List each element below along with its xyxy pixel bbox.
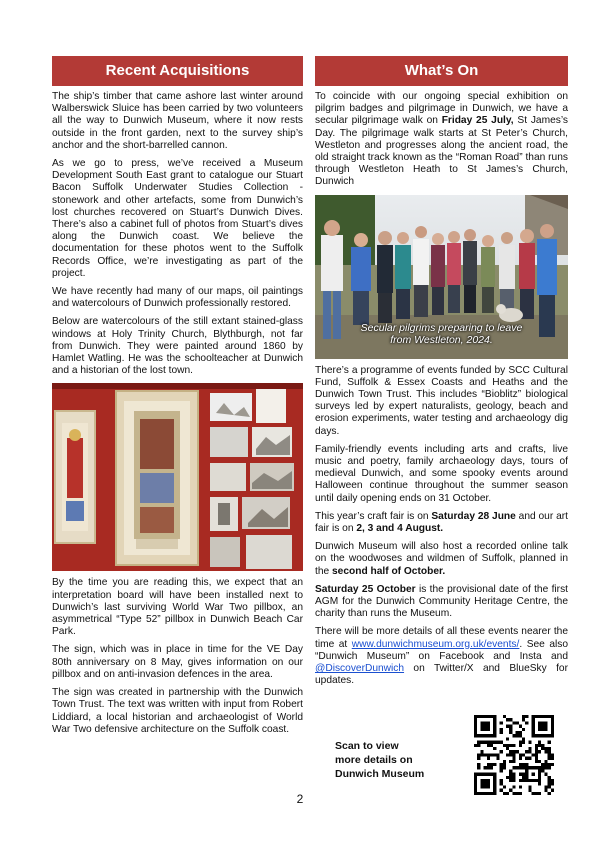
recent-acquisitions-column <box>52 56 303 742</box>
paragraph-funded-programme: There’s a programme of events funded by SCC Cultural Fund, Suffolk & Essex Coasts and Heaths and the Dunwich Town Trust. This includes “Bioblitz” biological surveys led by expert naturalists, geology, beach and erosion experiments, water testing and archaeology dig days. <box>315 364 568 437</box>
paragraph-restoration: We have recently had many of our maps, oil paintings and watercolours of Dunwich professionally restored. <box>52 286 303 310</box>
qr-code[interactable] <box>474 715 554 800</box>
paragraph-ve-day-sign: The sign, which was in place in time for the VE Day 80th anniversary on 8 May, gives information on our pillbox and on anti-invasion defences in the area. <box>52 644 303 680</box>
paragraph-online-talk: Dunwich Museum will also host a recorded online talk on the woodwoses and wildmen of Suffolk, planned in the second half of October. <box>315 541 568 577</box>
whats-on-column <box>315 56 568 694</box>
paragraph-watercolours: Below are watercolours of the still extant stained-glass windows at Holy Trinity Church, Blythburgh, not far from Dunwich. They were painted around 1860 by Hamlet Watling. He was the schoolteacher at Dunwich and a historian of the lost town. <box>52 316 303 377</box>
pilgrims-photo-caption: Secular pilgrims preparing to leave from Westleton, 2024. <box>360 321 523 346</box>
paragraph-ship-timber: The ship’s timber that came ashore last winter around Walberswick Sluice has been carried by two volunteers all the way to Dunwich Museum, where it now rests outside in the front garden, next to the survey ship’s anchor and the short-barrelled cannon. <box>52 91 303 151</box>
paragraph-pillbox: By the time you are reading this, we expect that an interpretation board will have been installed next to Dunwich’s last surviving World War Two pillbox, an asymmetrical “Type 52” pillbox in Dunwich Beach Car Park. <box>52 577 303 638</box>
recent-acquisitions-heading: Recent Acquisitions <box>52 56 303 86</box>
paragraph-fairs: This year’s craft fair is on Saturday 28 June and our art fair is on 2, 3 and 4 August. <box>315 510 568 535</box>
paragraph-family-events: Family-friendly events including arts and crafts, live music and poetry, family archaeology days, tours of medieval Dunwich, and some spooky events around Halloween continue throughout the summer season until daily opening ends on 31 October. <box>315 443 568 504</box>
pilgrims-photo <box>315 195 568 359</box>
walk-date: Friday 25 July, <box>441 115 514 127</box>
discover-dunwich-handle-link[interactable]: @DiscoverDunwich <box>315 663 405 675</box>
paragraph-agm: Saturday 25 October is the provisional date of the first AGM for the Dunwich Community Heritage Centre, the charity than runs the Museum. <box>315 583 568 620</box>
paragraph-grant: As we go to press, we’ve received a Museum Development South East grant to catalogue our Stuart Bacon Suffolk Underwater Studies Collection - stonework and other artefacts, some from Dunwich’s lost churches recovered on Stuart’s Dunwich Dives. There’s also a cabinet full of photos from Stuart’s dives along the Dunwich coast. We believe the documentation for these photos went to the Suffolk Records Office, we’re investigating as part of the project. <box>52 158 303 279</box>
watercolours-photo <box>52 383 303 571</box>
scan-instructions: Scan to view more details on Dunwich Museum <box>335 740 425 780</box>
events-link[interactable]: www.dunwichmuseum.org.uk/events/ <box>351 638 520 650</box>
paragraph-more-details: There will be more details of all these events nearer the time at www.dunwichmuseum.org.uk/events/. See also “Dunwich Museum” on Facebook and Insta and @DiscoverDunwich on Twitter/X and BlueSky for updates. <box>315 626 569 687</box>
page-number: 2 <box>296 792 304 806</box>
whats-on-heading: What’s On <box>315 56 568 86</box>
paragraph-sign-partnership: The sign was created in partnership with the Dunwich Town Trust. The text was written with input from Robert Liddiard, a local historian and archaeologist of World War Two defensive architecture on the Suffolk coast. <box>52 687 303 735</box>
paragraph-pilgrimage-walk: To coincide with our ongoing special exhibition on pilgrim badges and pilgrimage in Dunwich, we have a secular pilgrimage walk on Friday 25 July, St James’s Day. The pilgrimage walk starts at St Peter’s Church, Westleton and progresses along the ancient road, the old straight track known as the “Roman Road” than runs through Westleton Heath to St James’s Church, Dunwich <box>315 91 568 188</box>
